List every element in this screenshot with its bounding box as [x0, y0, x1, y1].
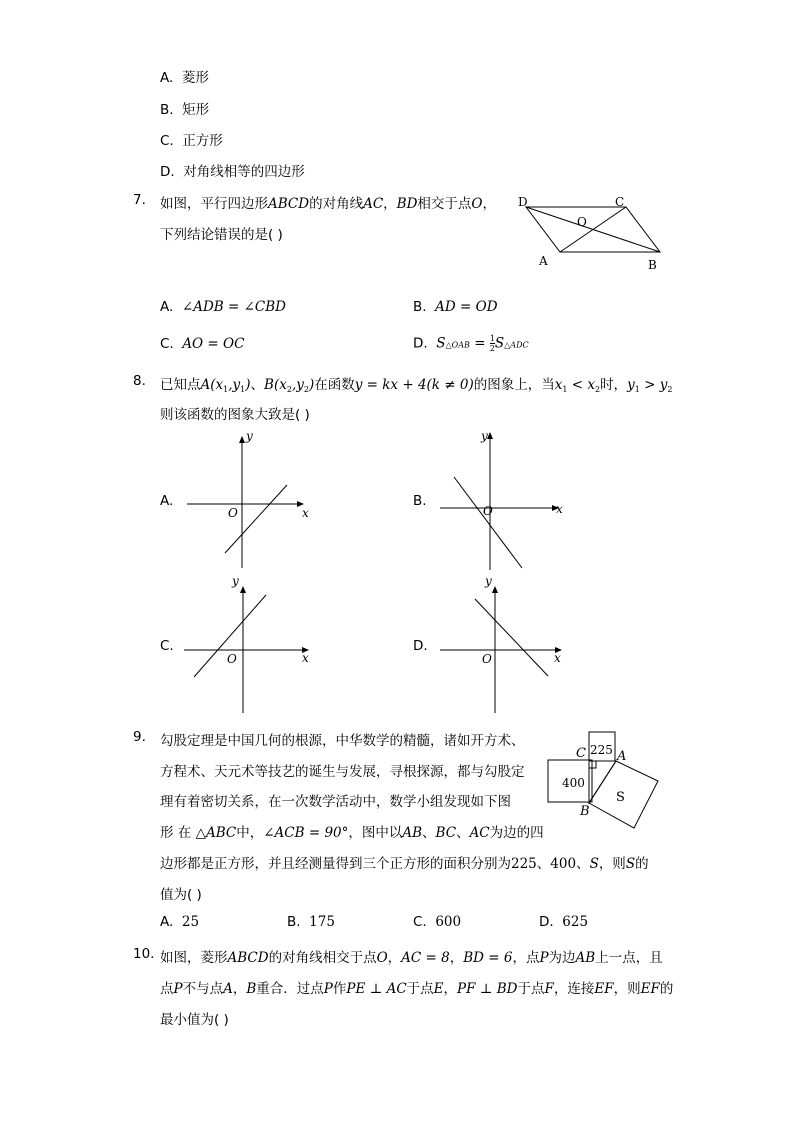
- math: B: [246, 981, 257, 997]
- q7-parallelogram-figure: [510, 192, 670, 272]
- q10-number: 10.: [133, 946, 155, 962]
- text: 、: [536, 856, 551, 872]
- text: 的对角线相交于点: [268, 950, 377, 966]
- option-text: 175: [309, 914, 335, 930]
- text: 在函数: [314, 377, 355, 393]
- math: BD = 6: [463, 950, 513, 966]
- math: AB: [402, 825, 423, 841]
- q9-number: 9.: [133, 729, 146, 745]
- numerator: 1: [489, 334, 495, 343]
- math: ): [245, 377, 251, 393]
- y-label: y: [485, 574, 492, 588]
- x-label: x: [556, 502, 563, 516]
- q8-graph-c: [180, 573, 320, 718]
- function-line: [454, 477, 522, 568]
- math: O: [471, 196, 483, 212]
- diagonal-ac: [560, 207, 626, 252]
- option-letter: D.: [413, 335, 428, 352]
- q10-stem-line3: 最小值为( ): [160, 1012, 229, 1028]
- text: 上一点，且: [595, 950, 663, 966]
- math: AC: [363, 196, 384, 212]
- math: P: [323, 981, 333, 997]
- subscript: 1: [223, 385, 229, 394]
- option-text: AD = OD: [435, 299, 498, 315]
- math: AC: [469, 825, 490, 841]
- text: 的: [635, 856, 649, 872]
- math: O: [376, 950, 388, 966]
- math: ∠ACB = 90°: [263, 825, 349, 841]
- label-o: O: [577, 215, 587, 229]
- text: 相交于点: [417, 196, 472, 212]
- x-label: x: [302, 506, 309, 520]
- option-letter: A.: [160, 299, 174, 315]
- text: 重合．过点: [256, 981, 324, 997]
- option-letter: C.: [413, 914, 427, 930]
- text: 点: [160, 981, 174, 997]
- option-text: 正方形: [182, 133, 223, 149]
- q7-option-c: [160, 336, 244, 352]
- math: ): [308, 377, 315, 393]
- origin-label: O: [483, 504, 493, 518]
- text: 的图象上，当: [473, 377, 555, 393]
- option-letter: B.: [413, 299, 427, 315]
- subscript: 2: [667, 385, 673, 394]
- text: ，: [383, 196, 397, 212]
- text: 形 在: [160, 825, 196, 841]
- option-letter: B.: [160, 102, 174, 118]
- math: △ABC: [195, 825, 237, 841]
- text: ，则: [613, 981, 641, 997]
- x-label: x: [302, 651, 309, 665]
- text: ，: [387, 950, 402, 966]
- text: ，: [443, 981, 458, 997]
- math: < x: [567, 377, 595, 393]
- text: 为边: [548, 950, 576, 966]
- math: ,y: [228, 377, 241, 393]
- text: 于点: [406, 981, 434, 997]
- q9-option-c: [413, 914, 461, 930]
- label-d: D: [518, 195, 528, 209]
- text: ，连接: [553, 981, 595, 997]
- option-letter: B.: [287, 914, 301, 930]
- math: PE ⊥ AC: [346, 981, 407, 997]
- text: 如图，平行四边形: [160, 196, 268, 212]
- math: AB: [575, 950, 596, 966]
- text: 、: [456, 825, 470, 841]
- q9-pythagoras-figure: [540, 725, 665, 830]
- option-text: AO = OC: [182, 336, 245, 352]
- q8-graph-a-letter: A.: [160, 493, 174, 509]
- text: 于点: [517, 981, 545, 997]
- label-a: A: [539, 254, 548, 268]
- q9-stem-line4: [160, 821, 544, 841]
- q9-stem-line1: 勾股定理是中国几何的根源，中华数学的精髓，诸如开方术、: [160, 733, 525, 749]
- q7-option-b: [413, 299, 498, 315]
- q7-stem-line2: 下列结论错误的是( ): [160, 227, 283, 243]
- q6-option-a: [160, 66, 209, 86]
- math: S: [494, 335, 505, 352]
- math: y: [627, 377, 635, 393]
- math: S: [436, 335, 446, 352]
- label-400: 400: [562, 776, 585, 790]
- math: 400: [550, 856, 577, 872]
- denominator: 2: [489, 344, 495, 353]
- q6-option-b: [160, 98, 209, 118]
- q9-stem-line6: 值为( ): [160, 887, 202, 903]
- text: ，: [232, 981, 247, 997]
- math: BD: [396, 196, 418, 212]
- q7-option-d: [413, 334, 529, 353]
- math: B(x: [264, 377, 287, 393]
- q9-stem-line5: [160, 852, 649, 872]
- subscript: 1: [562, 385, 568, 394]
- option-letter: C.: [160, 336, 174, 352]
- subscript: 1: [634, 385, 640, 394]
- y-label: y: [246, 429, 253, 443]
- label-c: C: [615, 195, 625, 209]
- q8-stem-line2: 则该函数的图象大致是( ): [160, 407, 310, 423]
- math: ABCD: [227, 950, 269, 966]
- label-a: A: [617, 749, 627, 764]
- option-text: 矩形: [182, 102, 210, 118]
- text: 、: [576, 856, 590, 872]
- subscript: 1: [240, 385, 246, 394]
- text: ，则: [598, 856, 626, 872]
- subscript: 2: [594, 385, 601, 394]
- q8-graph-d-letter: D.: [413, 638, 428, 654]
- text: 的对角线: [309, 196, 364, 212]
- q9-option-b: [287, 914, 335, 930]
- math: ,y: [291, 377, 304, 393]
- text: 边形都是正方形，并且经测量得到三个正方形的面积分别为: [160, 856, 511, 872]
- q8-graph-c-letter: C.: [160, 638, 174, 654]
- text: 不与点: [182, 981, 224, 997]
- math: S: [625, 856, 636, 872]
- subscript: △OAB: [445, 340, 470, 350]
- origin-label: O: [228, 506, 238, 520]
- option-text: 25: [181, 914, 200, 930]
- math: > y: [639, 377, 668, 393]
- q8-graph-b: [430, 425, 570, 570]
- text: ，点: [512, 950, 540, 966]
- q10-stem-line1: [160, 946, 663, 966]
- text: 、: [250, 377, 265, 393]
- option-text: ∠ADB = ∠CBD: [181, 299, 286, 315]
- text: ，图中以: [348, 825, 403, 841]
- math: 225: [511, 856, 537, 872]
- q7-number: 7.: [133, 192, 146, 208]
- text: ，: [482, 196, 496, 212]
- subscript: 2: [303, 385, 309, 394]
- q9-option-d: [539, 914, 588, 930]
- label-s: S: [616, 790, 625, 805]
- text: 作: [332, 981, 347, 997]
- label-b: B: [580, 804, 590, 819]
- math: AC = 8: [401, 950, 450, 966]
- text: 时，: [600, 377, 628, 393]
- q8-stem-line1: [160, 373, 672, 394]
- text: ，: [449, 950, 464, 966]
- q8-number: 8.: [133, 373, 146, 389]
- math: F: [544, 981, 554, 997]
- q6-option-c: [160, 129, 223, 149]
- q8-graph-b-letter: B.: [413, 493, 427, 509]
- q9-stem-line2: 方程术、天元术等技艺的诞生与发展，寻根探源，都与勾股定: [160, 764, 525, 780]
- text: 为边的四: [489, 825, 544, 841]
- q8-graph-a: [180, 425, 320, 570]
- option-text: 菱形: [181, 70, 209, 86]
- math: P: [173, 981, 183, 997]
- label-225: 225: [590, 743, 613, 757]
- x-label: x: [554, 651, 561, 665]
- math: P: [539, 950, 549, 966]
- text: 如图，菱形: [160, 950, 228, 966]
- q10-stem-line2: [160, 977, 673, 997]
- y-label: y: [481, 429, 488, 443]
- math: BC: [435, 825, 457, 841]
- subscript: 2: [286, 385, 292, 394]
- option-letter: A.: [160, 914, 174, 930]
- math: =: [469, 335, 490, 352]
- math: x: [554, 377, 563, 393]
- math: A: [223, 981, 233, 997]
- option-letter: C.: [160, 133, 174, 149]
- label-b: B: [648, 258, 657, 272]
- option-letter: A.: [160, 70, 174, 86]
- math: A(x: [200, 377, 224, 393]
- math: PF ⊥ BD: [457, 981, 518, 997]
- origin-label: O: [482, 652, 492, 666]
- math: EF: [594, 981, 614, 997]
- text: 、: [422, 825, 436, 841]
- math: S: [589, 856, 599, 872]
- math: EF: [640, 981, 660, 997]
- text: 中，: [236, 825, 264, 841]
- option-text: 625: [562, 914, 589, 930]
- text: 已知点: [160, 377, 201, 393]
- text: 的: [659, 981, 674, 997]
- q7-option-a: [160, 299, 286, 315]
- q7-stem-line1: [160, 192, 496, 212]
- math: E: [433, 981, 444, 997]
- option-text: 600: [435, 914, 462, 930]
- y-label: y: [232, 574, 239, 588]
- q9-option-a: [160, 914, 199, 930]
- q6-option-d: [160, 160, 305, 180]
- q8-graph-d: [430, 573, 570, 718]
- origin-label: O: [227, 652, 237, 666]
- math: y = kx + 4(k ≠ 0): [354, 377, 474, 393]
- q9-stem-line3: 理有着密切关系，在一次数学活动中，数学小组发现如下图: [160, 794, 511, 810]
- option-letter: D.: [539, 914, 554, 930]
- subscript: △ADC: [504, 340, 529, 350]
- option-text: 对角线相等的四边形: [183, 164, 305, 180]
- math: ABCD: [268, 196, 310, 212]
- option-letter: D.: [160, 164, 175, 180]
- label-c: C: [576, 746, 586, 761]
